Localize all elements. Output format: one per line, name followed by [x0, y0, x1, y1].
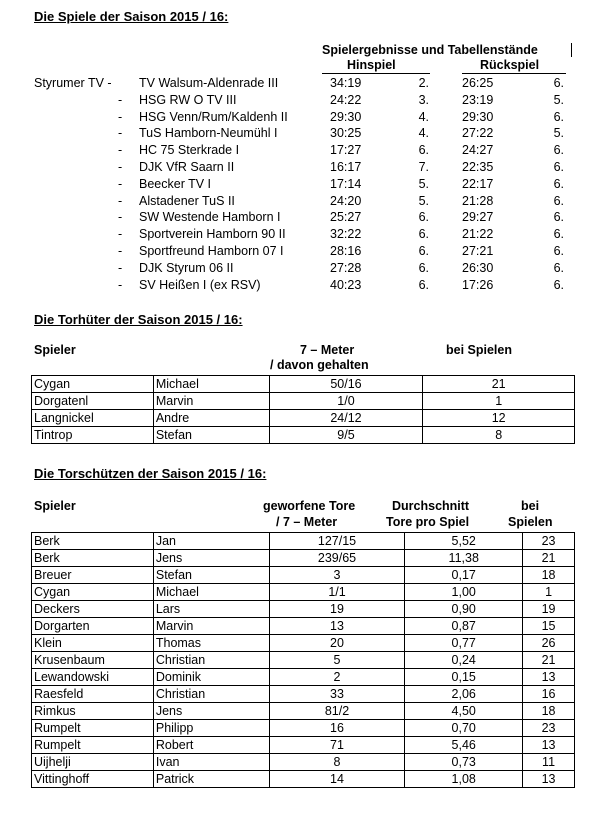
first-name: Jens	[153, 550, 269, 567]
games-count: 23	[523, 720, 575, 737]
first-leg-place: 6.	[418, 227, 429, 242]
seven-meter: 9/5	[269, 427, 423, 444]
games-count: 18	[523, 703, 575, 720]
first-name: Ivan	[153, 754, 269, 771]
last-name: Raesfeld	[32, 686, 154, 703]
table-row	[32, 720, 575, 737]
second-leg-place: 6.	[553, 76, 564, 90]
goals-average: 4,50	[405, 703, 523, 720]
second-leg-place: 6.	[553, 109, 564, 124]
row-dash: -	[118, 109, 123, 124]
goals: 71	[269, 737, 405, 754]
second-leg-place: 6.	[553, 176, 564, 191]
goals-average: 0,17	[405, 567, 523, 584]
first-leg-header: Hinspiel	[347, 58, 396, 72]
games-count: 11	[523, 754, 575, 771]
first-name: Thomas	[153, 635, 269, 652]
seven-meter: 50/16	[269, 376, 423, 393]
second-leg-score: 17:26	[462, 277, 494, 292]
scorers-col-player: Spieler	[34, 499, 76, 513]
last-name: Breuer	[32, 567, 154, 584]
second-leg-score: 29:30	[462, 109, 494, 124]
scorers-col-avg-1: Durchschnitt	[392, 499, 470, 513]
second-leg-place: 6.	[553, 193, 564, 208]
text-cursor	[571, 43, 572, 57]
last-name: Berk	[32, 550, 154, 567]
first-leg-place: 3.	[418, 92, 429, 107]
first-leg-place: 6.	[418, 277, 429, 292]
second-leg-place: 6.	[553, 210, 564, 225]
first-name: Marvin	[153, 618, 269, 635]
first-leg-place: 6.	[418, 210, 429, 225]
first-name: Robert	[153, 737, 269, 754]
table-row	[32, 618, 575, 635]
second-leg-place: 6.	[553, 227, 564, 242]
second-leg-score: 22:35	[462, 160, 494, 174]
games-count: 13	[523, 771, 575, 788]
goals-average: 11,38	[405, 550, 523, 567]
last-name: Rimkus	[32, 703, 154, 720]
results-header: Spielergebnisse und Tabellenstände	[322, 43, 538, 57]
goals-average: 0,77	[405, 635, 523, 652]
second-leg-score: 21:28	[462, 193, 494, 208]
scorers-table	[31, 532, 575, 788]
row-dash: -	[118, 193, 123, 208]
second-leg-score: 21:22	[462, 227, 494, 242]
goals: 81/2	[269, 703, 405, 720]
first-name: Philipp	[153, 720, 269, 737]
game-row	[0, 110, 600, 127]
first-leg-score: 32:22	[330, 227, 362, 242]
table-row	[32, 376, 575, 393]
scorers-section-title: Die Torschützen der Saison 2015 / 16:	[34, 466, 267, 481]
game-row	[0, 244, 600, 261]
goals: 16	[269, 720, 405, 737]
second-leg-place: 5.	[553, 126, 564, 141]
opponent-name: SW Westende Hamborn I	[139, 210, 281, 225]
last-name: Berk	[32, 533, 154, 550]
first-leg-place: 5.	[418, 193, 429, 208]
last-name: Lewandowski	[32, 669, 154, 686]
opponent-name: HSG Venn/Rum/Kaldenh II	[139, 109, 288, 124]
goals-average: 0,90	[405, 601, 523, 618]
opponent-name: DJK Styrum 06 II	[139, 260, 234, 275]
scorers-col-avg-2: Tore pro Spiel	[386, 515, 470, 529]
row-dash: -	[118, 260, 123, 275]
keepers-col-seven-2: / davon gehalten	[270, 358, 369, 372]
second-leg-score: 26:25	[462, 76, 494, 90]
table-row	[32, 754, 575, 771]
first-leg-score: 27:28	[330, 260, 362, 275]
table-row	[32, 584, 575, 601]
opponent-name: Sportfreund Hamborn 07 I	[139, 244, 284, 258]
row-dash: -	[118, 143, 123, 158]
first-name: Christian	[153, 686, 269, 703]
last-name: Tintrop	[32, 427, 154, 444]
games-count: 15	[523, 618, 575, 635]
goals: 33	[269, 686, 405, 703]
games-count: 19	[523, 601, 575, 618]
games-count: 16	[523, 686, 575, 703]
games-count: 18	[523, 567, 575, 584]
first-name: Patrick	[153, 771, 269, 788]
games-count: 21	[523, 652, 575, 669]
last-name: Cygan	[32, 584, 154, 601]
game-row	[0, 210, 600, 227]
first-name: Dominik	[153, 669, 269, 686]
goals: 19	[269, 601, 405, 618]
games-count: 8	[423, 427, 575, 444]
second-leg-place: 6.	[553, 143, 564, 158]
opponent-name: TuS Hamborn-Neumühl I	[139, 126, 278, 141]
first-name: Jens	[153, 703, 269, 720]
row-dash: -	[118, 126, 123, 141]
goals: 3	[269, 567, 405, 584]
goals: 20	[269, 635, 405, 652]
opponent-name: DJK VfR Saarn II	[139, 160, 235, 174]
first-leg-score: 24:22	[330, 92, 362, 107]
games-count: 26	[523, 635, 575, 652]
second-leg-place: 6.	[553, 277, 564, 292]
table-row	[32, 703, 575, 720]
game-row	[0, 227, 600, 244]
last-name: Cygan	[32, 376, 154, 393]
goals: 1/1	[269, 584, 405, 601]
second-leg-place: 6.	[553, 260, 564, 275]
goals-average: 0,70	[405, 720, 523, 737]
last-name: Deckers	[32, 601, 154, 618]
first-leg-score: 24:20	[330, 193, 362, 208]
second-leg-score: 23:19	[462, 92, 494, 107]
first-name: Michael	[153, 376, 269, 393]
second-leg-score: 29:27	[462, 210, 494, 225]
game-row	[0, 160, 600, 177]
keepers-table	[31, 375, 575, 444]
goals-average: 0,15	[405, 669, 523, 686]
opponent-name: TV Walsum-Aldenrade III	[139, 76, 279, 90]
first-name: Stefan	[153, 427, 269, 444]
first-name: Jan	[153, 533, 269, 550]
goals: 14	[269, 771, 405, 788]
team-name: Styrumer TV -	[34, 76, 112, 90]
games-count: 13	[523, 737, 575, 754]
first-name: Stefan	[153, 567, 269, 584]
first-leg-score: 28:16	[330, 244, 362, 258]
goals-average: 0,87	[405, 618, 523, 635]
goals-average: 2,06	[405, 686, 523, 703]
second-leg-place: 5.	[553, 92, 564, 107]
first-leg-place: 5.	[418, 176, 429, 191]
opponent-name: Beecker TV I	[139, 176, 212, 191]
goals-average: 5,46	[405, 737, 523, 754]
games-count: 1	[523, 584, 575, 601]
game-row	[0, 177, 600, 194]
goals: 8	[269, 754, 405, 771]
first-leg-place: 4.	[418, 126, 429, 141]
first-name: Marvin	[153, 393, 269, 410]
last-name: Klein	[32, 635, 154, 652]
game-row	[0, 126, 600, 143]
row-dash: -	[118, 210, 123, 225]
second-leg-place: 6.	[553, 244, 564, 258]
goals: 13	[269, 618, 405, 635]
first-name: Michael	[153, 584, 269, 601]
table-row	[32, 635, 575, 652]
second-leg-score: 27:22	[462, 126, 494, 141]
goals: 2	[269, 669, 405, 686]
scorers-col-games-2: Spielen	[508, 515, 553, 529]
game-row	[0, 76, 600, 93]
games-section-title: Die Spiele der Saison 2015 / 16:	[34, 9, 229, 24]
last-name: Uijhelji	[32, 754, 154, 771]
scorers-col-games-1: bei	[521, 499, 540, 513]
table-row	[32, 567, 575, 584]
keepers-col-games: bei Spielen	[446, 343, 512, 357]
opponent-name: SV Heißen I (ex RSV)	[139, 277, 261, 292]
seven-meter: 1/0	[269, 393, 423, 410]
first-leg-score: 17:14	[330, 176, 362, 191]
table-row	[32, 550, 575, 567]
first-leg-underline	[322, 73, 430, 74]
table-row	[32, 652, 575, 669]
opponent-name: Sportverein Hamborn 90 II	[139, 227, 286, 242]
game-row	[0, 261, 600, 278]
second-leg-score: 26:30	[462, 260, 494, 275]
second-leg-place: 6.	[553, 160, 564, 174]
last-name: Dorgatenl	[32, 393, 154, 410]
first-leg-score: 30:25	[330, 126, 362, 141]
row-dash: -	[118, 176, 123, 191]
goals: 239/65	[269, 550, 405, 567]
goals: 127/15	[269, 533, 405, 550]
scorers-col-goals-1: geworfene Tore	[263, 499, 356, 513]
second-leg-header: Rückspiel	[480, 58, 540, 72]
games-count: 21	[423, 376, 575, 393]
opponent-name: HSG RW O TV III	[139, 92, 237, 107]
games-count: 23	[523, 533, 575, 550]
last-name: Rumpelt	[32, 720, 154, 737]
last-name: Rumpelt	[32, 737, 154, 754]
goals-average: 0,24	[405, 652, 523, 669]
row-dash: -	[118, 92, 123, 107]
last-name: Krusenbaum	[32, 652, 154, 669]
first-name: Andre	[153, 410, 269, 427]
first-leg-place: 4.	[418, 109, 429, 124]
first-leg-score: 34:19	[330, 76, 362, 90]
second-leg-score: 22:17	[462, 176, 494, 191]
game-row	[0, 278, 600, 295]
first-leg-place: 2.	[418, 76, 429, 90]
table-row	[32, 601, 575, 618]
first-leg-place: 6.	[418, 244, 429, 258]
table-row	[32, 686, 575, 703]
games-count: 21	[523, 550, 575, 567]
second-leg-score: 24:27	[462, 143, 494, 158]
games-count: 12	[423, 410, 575, 427]
keepers-col-seven-1: 7 – Meter	[300, 343, 355, 357]
goals: 5	[269, 652, 405, 669]
keepers-col-player: Spieler	[34, 343, 76, 357]
game-row	[0, 93, 600, 110]
first-leg-place: 6.	[418, 260, 429, 275]
first-name: Christian	[153, 652, 269, 669]
second-leg-underline	[462, 73, 566, 74]
games-count: 13	[523, 669, 575, 686]
game-row	[0, 194, 600, 211]
table-row	[32, 393, 575, 410]
first-leg-place: 7.	[418, 160, 429, 174]
row-dash: -	[118, 160, 123, 174]
first-leg-score: 29:30	[330, 109, 362, 124]
first-leg-score: 25:27	[330, 210, 362, 225]
first-leg-place: 6.	[418, 143, 429, 158]
keepers-section-title: Die Torhüter der Saison 2015 / 16:	[34, 312, 243, 327]
last-name: Vittinghoff	[32, 771, 154, 788]
row-dash: -	[118, 244, 123, 258]
first-leg-score: 40:23	[330, 277, 362, 292]
table-row	[32, 410, 575, 427]
seven-meter: 24/12	[269, 410, 423, 427]
last-name: Dorgarten	[32, 618, 154, 635]
opponent-name: HC 75 Sterkrade I	[139, 143, 240, 158]
row-dash: -	[118, 227, 123, 242]
table-row	[32, 771, 575, 788]
first-leg-score: 17:27	[330, 143, 362, 158]
goals-average: 0,73	[405, 754, 523, 771]
table-row	[32, 669, 575, 686]
game-row	[0, 143, 600, 160]
last-name: Langnickel	[32, 410, 154, 427]
goals-average: 1,00	[405, 584, 523, 601]
first-leg-score: 16:17	[330, 160, 362, 174]
row-dash: -	[118, 277, 123, 292]
goals-average: 1,08	[405, 771, 523, 788]
scorers-col-goals-2: / 7 – Meter	[276, 515, 338, 529]
goals-average: 5,52	[405, 533, 523, 550]
second-leg-score: 27:21	[462, 244, 494, 258]
first-name: Lars	[153, 601, 269, 618]
table-row	[32, 427, 575, 444]
opponent-name: Alstadener TuS II	[139, 193, 235, 208]
table-row	[32, 737, 575, 754]
table-row	[32, 533, 575, 550]
games-count: 1	[423, 393, 575, 410]
